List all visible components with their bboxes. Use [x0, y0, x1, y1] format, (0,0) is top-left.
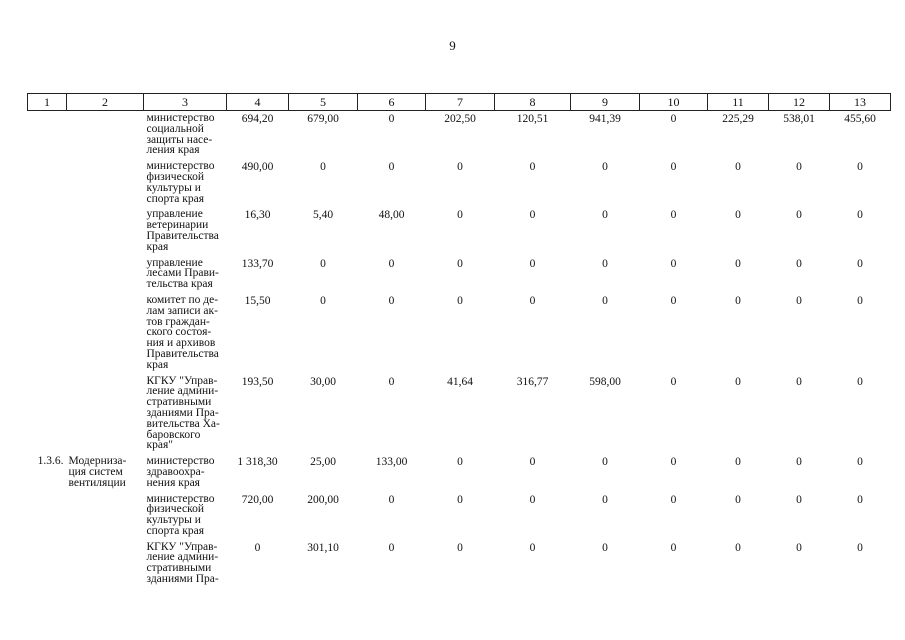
table-row: [28, 207, 891, 255]
item-number: [28, 492, 67, 540]
value-cell-col-11: 0: [735, 209, 741, 222]
value-cell-col-13: 0: [857, 493, 863, 506]
column-header-5: 5: [289, 94, 358, 111]
value-cell-col-6: 0: [388, 375, 395, 388]
executor-name-line: ветеринарии: [146, 219, 209, 232]
value-cell-col-9: 0: [602, 294, 608, 307]
value-cell-col-11: 225,29: [722, 113, 754, 125]
value-cell-col-12: 0: [796, 456, 802, 469]
executor-name-line: лесами Прави-: [146, 267, 219, 280]
value-cell-col-10: 0: [670, 375, 677, 388]
executor-name-line: ления края: [146, 144, 200, 157]
executor-name-line: министерство: [146, 455, 215, 468]
executor-name-line: спорта края: [146, 192, 204, 205]
value-cell-col-10: 0: [670, 541, 677, 554]
value-cell-col-9: 941,39: [589, 113, 621, 125]
item-number: [28, 159, 67, 207]
item-number: [28, 256, 67, 293]
budget-table: [27, 93, 891, 588]
page-number: 9: [449, 38, 456, 53]
value-cell-col-4: 15,50: [244, 294, 271, 307]
value-cell-col-4: 720,00: [241, 493, 274, 506]
value-cell-col-6: 0: [388, 294, 395, 307]
column-header-11: 11: [708, 94, 769, 111]
executor-name: [144, 207, 227, 255]
column-header-4: 4: [227, 94, 289, 111]
value-cell-col-13: 0: [857, 541, 863, 554]
executor-name-line: края: [146, 358, 169, 371]
column-header-12: 12: [769, 94, 830, 111]
executor-name: [144, 293, 227, 374]
executor-name: [144, 492, 227, 540]
value-cell-col-10: 0: [670, 161, 677, 174]
executor-name: [144, 374, 227, 455]
value-cell-col-13: 0: [857, 456, 863, 469]
value-cell-col-11: 0: [735, 257, 741, 270]
measure-name: [67, 256, 144, 293]
executor-name-line: тельства края: [146, 278, 213, 291]
executor-name-line: управление: [146, 208, 203, 221]
value-cell-col-12: 0: [796, 257, 802, 270]
executor-name-line: лам записи ак-: [146, 304, 218, 317]
executor-name-line: края": [146, 439, 173, 452]
table-row: [28, 492, 891, 540]
value-cell-col-6: 0: [388, 493, 395, 506]
value-cell-col-10: 0: [670, 493, 677, 506]
value-cell-col-8: 0: [529, 456, 536, 469]
table-row: [28, 293, 891, 374]
executor-name-line: ление админи-: [146, 551, 219, 564]
executor-name: [144, 454, 227, 491]
executor-name: [144, 540, 227, 588]
executor-name-line: здравоохра-: [146, 465, 205, 478]
value-cell-col-6: 133,00: [375, 456, 408, 469]
executor-name-line: физической: [146, 503, 204, 516]
table-row: [28, 159, 891, 207]
item-number: [28, 111, 67, 160]
value-cell-col-4: 193,50: [241, 375, 274, 388]
value-cell-col-12: 0: [796, 209, 802, 222]
value-cell-col-8: 120,51: [516, 113, 549, 125]
value-cell-col-10: 0: [670, 209, 677, 222]
value-cell-col-5: 30,00: [310, 375, 336, 388]
executor-name: [144, 159, 227, 207]
value-cell-col-9: 0: [602, 493, 608, 506]
value-cell-col-7: 0: [457, 541, 463, 554]
executor-name-line: физической: [146, 170, 204, 183]
executor-name-line: защиты насе-: [146, 133, 213, 146]
executor-name-line: КГКУ "Управ-: [146, 374, 218, 387]
executor-name-line: ского состоя-: [146, 326, 212, 339]
column-header-1: 1: [28, 94, 67, 111]
value-cell-col-8: 316,77: [516, 375, 549, 388]
measure-name: [67, 454, 144, 491]
value-cell-col-7: 0: [457, 257, 463, 270]
value-cell-col-6: 0: [388, 113, 395, 125]
value-cell-col-12: 0: [796, 161, 802, 174]
measure-name-line: Модерниза-: [68, 455, 127, 468]
value-cell-col-8: 0: [529, 161, 536, 174]
measure-name-line: ция систем: [68, 465, 123, 478]
value-cell-col-6: 48,00: [378, 209, 405, 222]
item-number: [28, 540, 67, 588]
value-cell-col-9: 0: [602, 541, 608, 554]
value-cell-col-11: 0: [735, 541, 741, 554]
value-cell-col-12: 538,01: [783, 113, 815, 125]
table-header: [28, 94, 891, 111]
value-cell-col-13: 455,60: [844, 113, 876, 125]
value-cell-col-11: 0: [735, 161, 741, 174]
value-cell-col-9: 0: [602, 209, 608, 222]
executor-name-line: вительства Ха-: [146, 417, 220, 430]
value-cell-col-4: 1 318,30: [237, 456, 278, 469]
value-cell-col-13: 0: [857, 257, 863, 270]
value-cell-col-11: 0: [735, 375, 741, 388]
column-header-3: 3: [144, 94, 227, 111]
value-cell-col-7: 0: [457, 161, 463, 174]
value-cell-col-8: 0: [529, 541, 536, 554]
column-header-8: 8: [495, 94, 571, 111]
value-cell-col-12: 0: [796, 493, 802, 506]
executor-name-line: министерство: [146, 492, 215, 505]
executor-name-line: спорта края: [146, 524, 204, 537]
table-body: [28, 111, 891, 588]
executor-name-line: ление админи-: [146, 385, 219, 398]
executor-name-line: КГКУ "Управ-: [146, 540, 218, 553]
value-cell-col-7: 41,64: [447, 375, 473, 388]
value-cell-col-5: 0: [320, 257, 326, 270]
item-number: [28, 293, 67, 374]
value-cell-col-11: 0: [735, 493, 741, 506]
value-cell-col-4: 490,00: [241, 161, 274, 174]
column-header-13: 13: [830, 94, 891, 111]
value-cell-col-11: 0: [735, 456, 741, 469]
value-cell-col-7: 202,50: [444, 113, 476, 125]
executor-name-line: тов граждан-: [146, 315, 210, 328]
executor-name-line: зданиями Пра-: [146, 573, 219, 586]
measure-name: [67, 293, 144, 374]
value-cell-col-6: 0: [388, 541, 395, 554]
measure-name: [67, 159, 144, 207]
executor-name: [144, 111, 227, 160]
value-cell-col-6: 0: [388, 161, 395, 174]
table-row: [28, 540, 891, 588]
item-number: [28, 207, 67, 255]
value-cell-col-9: 0: [602, 257, 608, 270]
item-number: [28, 374, 67, 455]
item-number: 1.3.6.: [37, 455, 64, 468]
executor-name-line: комитет по де-: [146, 293, 219, 306]
value-cell-col-6: 0: [388, 257, 395, 270]
executor-name-line: края: [146, 240, 169, 253]
value-cell-col-7: 0: [457, 294, 463, 307]
value-cell-col-5: 25,00: [310, 456, 336, 469]
executor-name-line: министерство: [146, 112, 215, 124]
column-header-9: 9: [571, 94, 640, 111]
value-cell-col-4: 0: [254, 541, 261, 554]
executor-name-line: Правительства: [146, 229, 219, 242]
column-header-10: 10: [640, 94, 708, 111]
executor-name-line: культуры и: [146, 514, 201, 527]
value-cell-col-4: 133,70: [241, 257, 274, 270]
value-cell-col-9: 0: [602, 456, 608, 469]
value-cell-col-4: 694,20: [241, 113, 274, 125]
value-cell-col-7: 0: [457, 493, 463, 506]
value-cell-col-8: 0: [529, 493, 536, 506]
measure-name-line: вентиляции: [68, 476, 126, 489]
value-cell-col-12: 0: [796, 541, 802, 554]
value-cell-col-10: 0: [670, 456, 677, 469]
measure-name: [67, 111, 144, 160]
executor-name-line: нения края: [146, 476, 200, 489]
executor-name-line: ния и архивов: [146, 337, 216, 350]
executor-name-line: зданиями Пра-: [146, 406, 219, 419]
table-row: [28, 111, 891, 160]
executor-name: [144, 256, 227, 293]
value-cell-col-9: 598,00: [589, 375, 621, 388]
value-cell-col-4: 16,30: [244, 209, 271, 222]
value-cell-col-5: 301,10: [307, 541, 339, 554]
value-cell-col-5: 0: [320, 161, 326, 174]
value-cell-col-13: 0: [857, 161, 863, 174]
value-cell-col-5: 5,40: [312, 209, 334, 222]
executor-name-line: управление: [146, 256, 203, 269]
executor-name-line: стративными: [146, 396, 212, 409]
value-cell-col-5: 200,00: [307, 493, 339, 506]
executor-name-line: баровского: [146, 428, 201, 441]
value-cell-col-13: 0: [857, 375, 863, 388]
measure-name: [67, 207, 144, 255]
measure-name: [67, 492, 144, 540]
value-cell-col-13: 0: [857, 294, 863, 307]
value-cell-col-7: 0: [457, 209, 463, 222]
value-cell-col-8: 0: [529, 294, 536, 307]
measure-name: [67, 374, 144, 455]
executor-name-line: стративными: [146, 562, 212, 575]
value-cell-col-5: 679,00: [307, 113, 339, 125]
value-cell-col-5: 0: [320, 294, 326, 307]
value-cell-col-8: 0: [529, 209, 536, 222]
value-cell-col-12: 0: [796, 375, 802, 388]
value-cell-col-13: 0: [857, 209, 863, 222]
measure-name: [67, 540, 144, 588]
value-cell-col-10: 0: [670, 257, 677, 270]
table-row: [28, 454, 891, 491]
value-cell-col-8: 0: [529, 257, 536, 270]
header-row: [28, 94, 891, 111]
executor-name-line: Правительства: [146, 347, 219, 360]
table-row: [28, 374, 891, 455]
executor-name-line: социальной: [146, 122, 204, 135]
value-cell-col-9: 0: [602, 161, 608, 174]
column-header-6: 6: [358, 94, 426, 111]
column-header-7: 7: [426, 94, 495, 111]
executor-name-line: министерство: [146, 160, 215, 173]
column-header-2: 2: [67, 94, 144, 111]
value-cell-col-7: 0: [457, 456, 463, 469]
executor-name-line: культуры и: [146, 181, 201, 194]
table-row: [28, 256, 891, 293]
value-cell-col-10: 0: [670, 294, 677, 307]
value-cell-col-12: 0: [796, 294, 802, 307]
value-cell-col-11: 0: [735, 294, 741, 307]
value-cell-col-10: 0: [670, 113, 677, 125]
